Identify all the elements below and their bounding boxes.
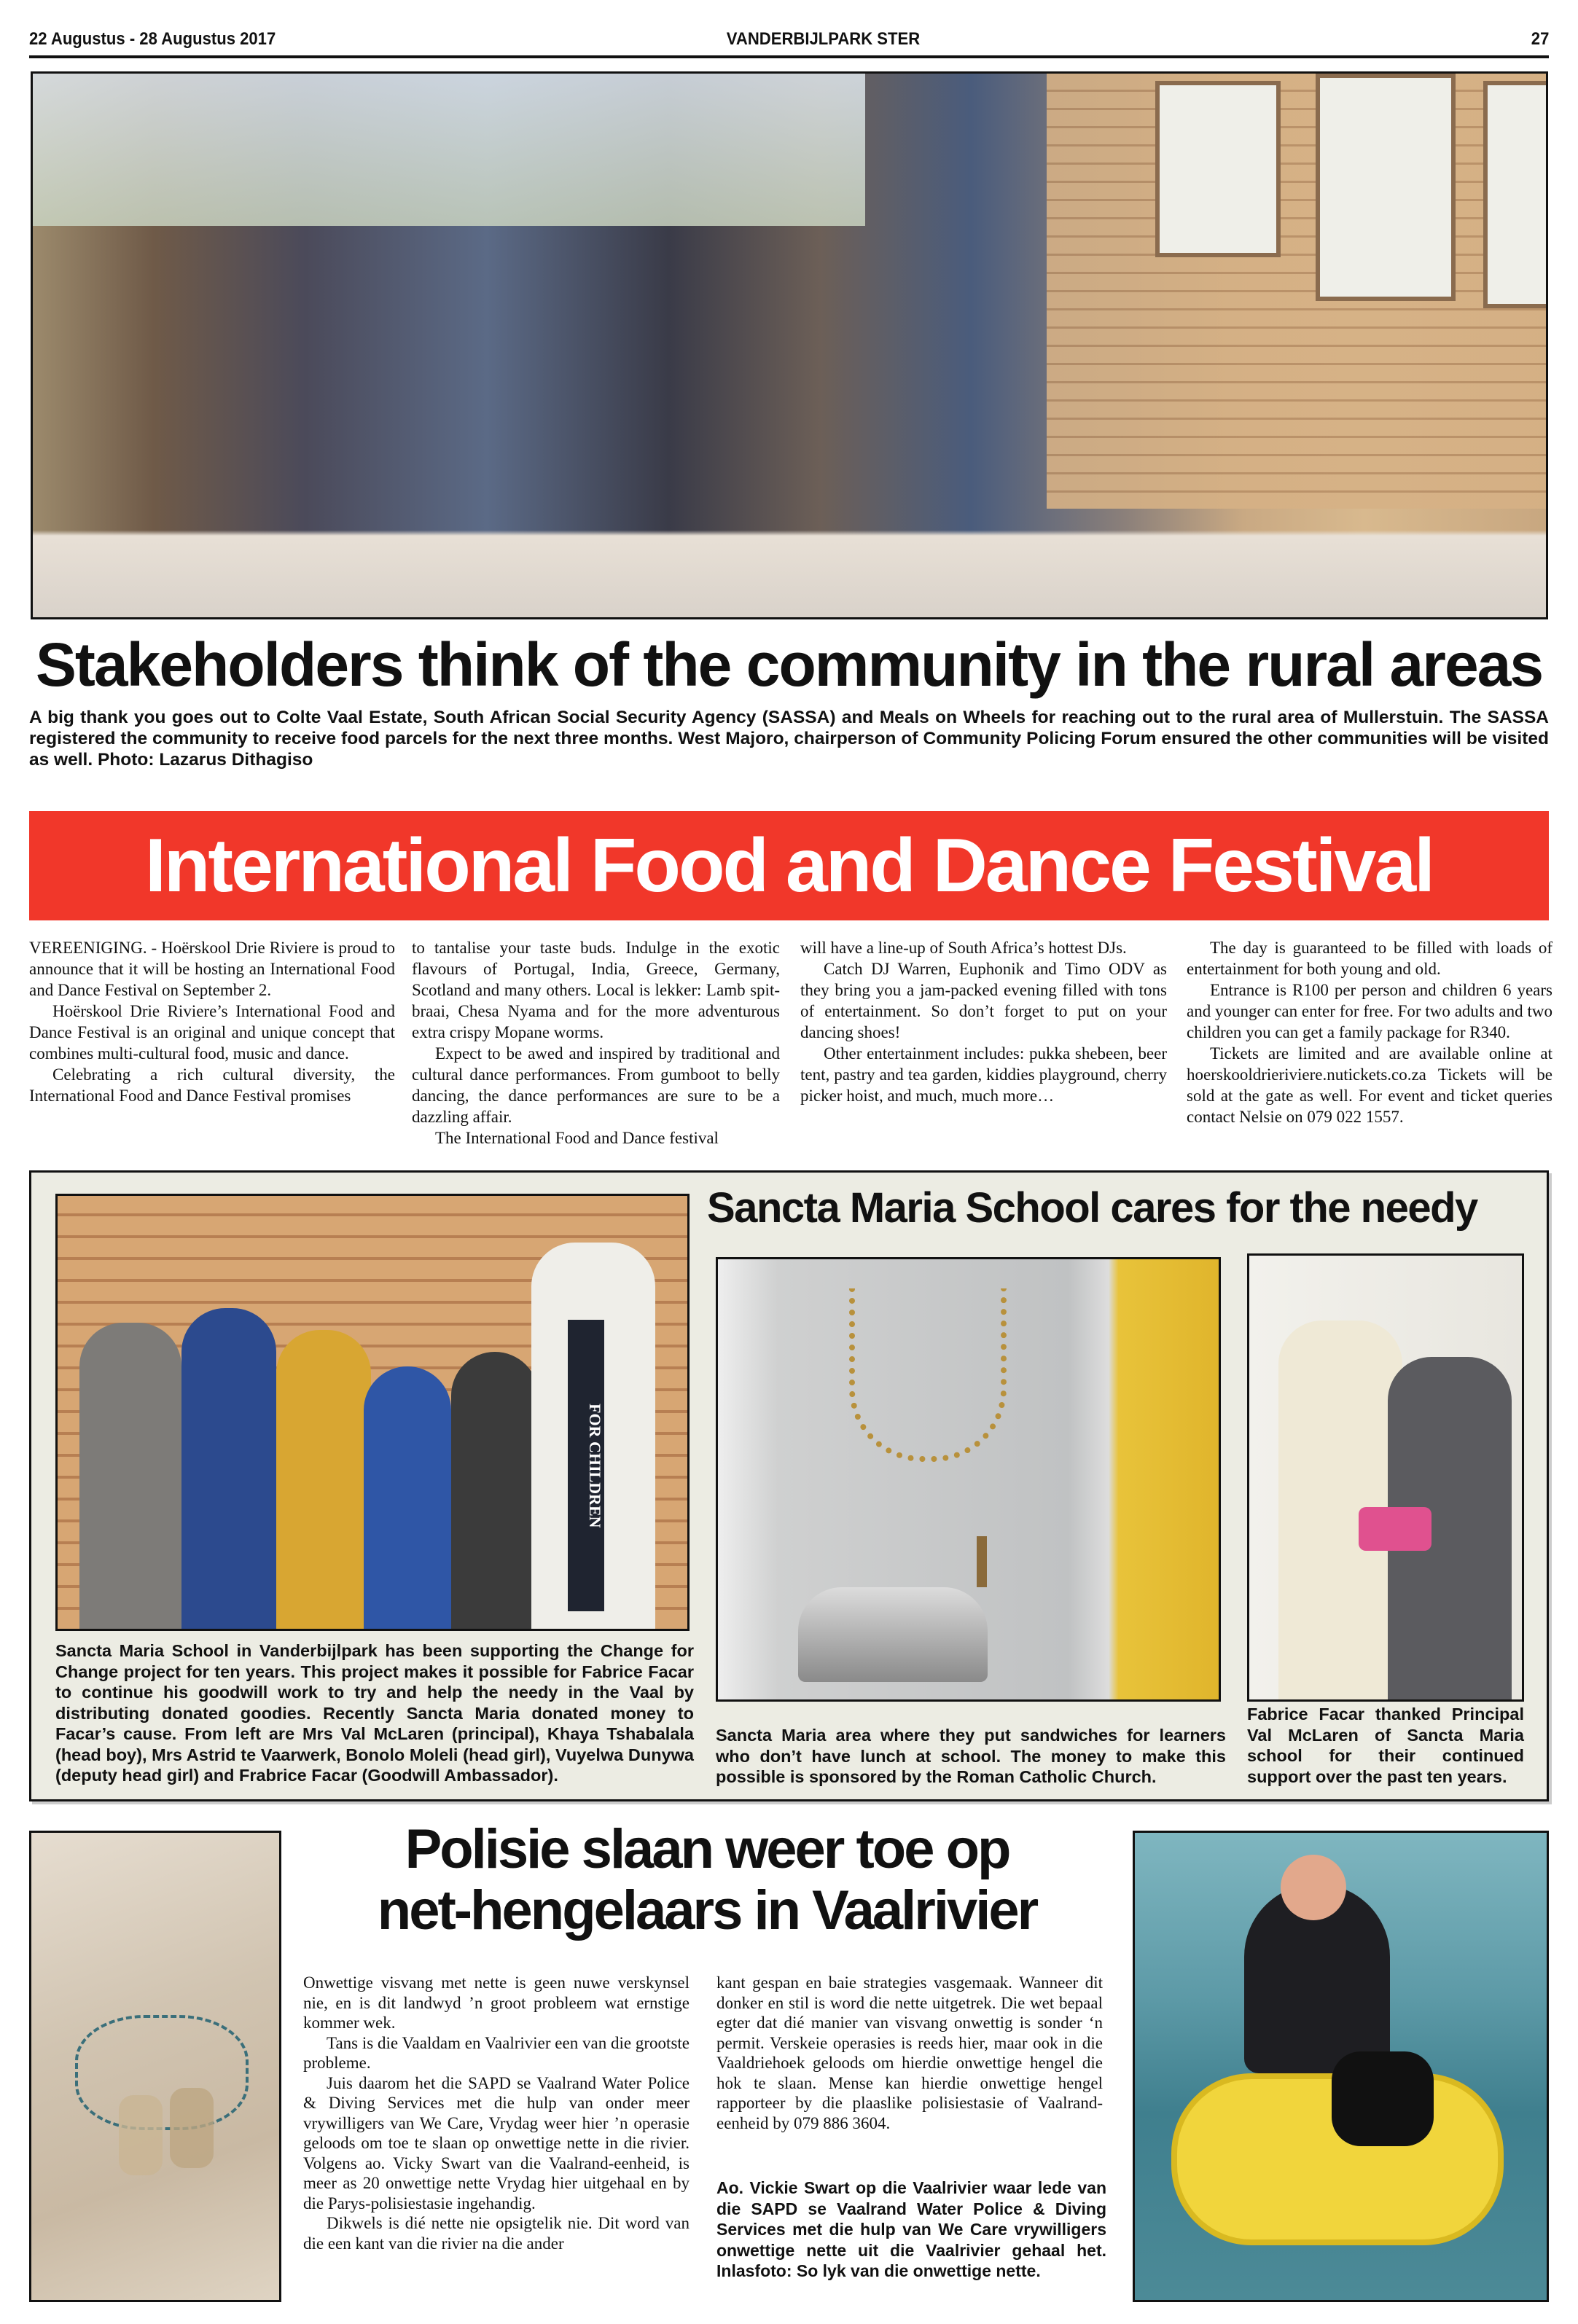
page-number: 27 [1531,29,1550,49]
fishing-nets-inset-photo [29,1831,281,2302]
kayak-river-photo [1133,1831,1549,2302]
issue-date: 22 Augustus - 28 Augustus 2017 [29,29,276,49]
polisie-column-2: kant gespan en baie strategies vasgemaak. Wanneer dit donker en stil is word die nette uitgetrek. Die wet bepaal egter dat dié manier van visvang onwettig is sonder ‘n permit. Verskeie operasies is reeds hier, maar ook in die Vaaldriehoek geloods om hierdie onwettige hengel die hok te slaan. Mense kan hierdie onwettige hengel rapporteer by die plaaslike polisiestasie of Vaalrand-eenheid by 079 886 3604. [716,1973,1103,2132]
group-photo-caption: Sancta Maria School in Vanderbijlpark has been supporting the Change for Change project for ten years. This project makes it possible for Fabrice Facar to continue his goodwill work to try and help the needy in the Vaal by distributing donated goodies. Recently Sancta Maria donated money to Facar’s cause. From left are Mrs Val McLaren (principal), Khaya Tshabalala (head boy), Mrs Astrid te Vaarwerk, Bonolo Moleli (head girl), Vuyelwa Dunywa (deputy head girl) and Frabrice Facar (Goodwill Ambassador). [55,1641,694,1785]
dog-figure [1332,2051,1434,2146]
facar-mclaren-photo [1247,1253,1524,1702]
running-header [29,29,1550,54]
sash-text: FOR CHILDREN [568,1320,604,1611]
festival-column-3: will have a line-up of South Africa’s hottest DJs. Catch DJ Warren, Euphonik and Timo ODV as they bring you a jam-packed evening filled with tons of entertainment. So don’t forget to put on your dancing shoes! Other entertainment includes: pukka shebeen, beer tent, pastry and tea garden, kiddies playground, cherry picker hoist, and much, much more… [800,939,1167,1105]
community-group-photo [31,71,1548,619]
sandwich-area-photo [716,1257,1221,1702]
stakeholders-headline: Stakeholders think of the community in the rural areas [35,630,1543,699]
officer-head [1281,1855,1346,1920]
sancta-maria-group-photo [55,1194,690,1631]
bottle-icon [170,2088,214,2168]
rosary-icon [849,1288,1007,1462]
festival-column-4: The day is guaranteed to be filled with loads of entertainment for both young and old. Entrance is R100 per person and children 6 years and younger can enter for free. For two adults and two children you can get a family package for R340. Tickets are limited and are available online at hoerskooldrieriviere.nutickets.co.za Tickets will be sold at the gate as well. For event and ticket queries contact Nelsie on 079 022 1557. [1187,939,1552,1126]
festival-column-1: VEREENIGING. - Hoërskool Drie Riviere is proud to announce that it will be hosting an International Food and Dance Festival on September 2. Hoërskool Drie Riviere’s International Food and Dance Festival is an original and unique concept that combines multi-cultural food, music and dance. Celebrating a rich cultural diversity, the International Food and Dance Festival promises [29,939,395,1105]
festival-column-2: to tantalise your taste buds. Indulge in the exotic flavours of Portugal, India, Greece, Germany, Scotland and many others. Local is lekker: Lamb spit-braai, Chesa Nyama and for the more adventurous extra crispy Mopane worms. Expect to be awed and inspired by traditional and cultural dance performances. From gumboot to belly dancing, the dance performances are sure to be a dazzling affair. The International Food and Dance festival [412,939,780,1147]
publication-name: VANDERBIJLPARK STER [726,29,921,49]
festival-article-body [29,937,1552,1156]
stakeholders-caption: A big thank you goes out to Colte Vaal Estate, South African Social Security Agency (SASSA) and Meals on Wheels for reaching out to the rural area of Mullerstuin. The SASSA registered the community to receive food parcels for the next three months. West Majoro, chairperson of Community Policing Forum ensured the other communities will be visited as well. Photo: Lazarus Dithagiso [29,708,1549,770]
crucifix-icon [977,1536,987,1587]
polisie-headline: Polisie slaan weer toe op net-hengelaars in Vaalrivier [377,1818,1037,1941]
sancta-maria-headline: Sancta Maria School cares for the needy [707,1184,1477,1232]
header-rule [29,55,1549,58]
gift-icon [1359,1507,1431,1551]
facar-mclaren-caption: Fabrice Facar thanked Principal Val McLaren of Sancta Maria school for their continued support over the past ten years. [1247,1705,1524,1786]
bread-bin-icon [798,1587,988,1682]
sandwich-area-caption: Sancta Maria area where they put sandwiches for learners who don’t have lunch at school. The money to make this possible is sponsored by the Roman Catholic Church. [716,1726,1226,1786]
festival-banner-headline: International Food and Dance Festival [29,811,1549,920]
polisie-caption: Ao. Vickie Swart op die Vaalrivier waar lede van die SAPD se Vaalrand Water Police & Diving Services met die hulp van We Care vrywilligers onwettige nette uit die Vaalrivier gehaal het. Inlasfoto: So lyk van die onwettige nette. [716,2178,1106,2280]
bottle-icon [119,2095,163,2175]
polisie-column-1: Onwettige visvang met nette is geen nuwe verskynsel nie, en is dit landwyd ’n groot probleem wat ernstige kommer wek. Tans is die Vaaldam en Vaalrivier een van die grootste probleme. Juis daarom het die SAPD se Vaalrand Water Police & Diving Services met die hulp van onder meer vrywilligers van We Care, Vrydag weer hier ’n operasie geloods om toe te slaan op onwettige nette in die rivier. Volgens ao. Vicky Swart van die Vaalrand-eenheid, is meer as 20 onwettige nette Vrydag hier uitgehaal en by die Parys-polisiestasie ingehandig. Dikwels is dié nette nie opsigtelik nie. Dit word van die een kant van die rivier na die ander [303,1973,690,2253]
